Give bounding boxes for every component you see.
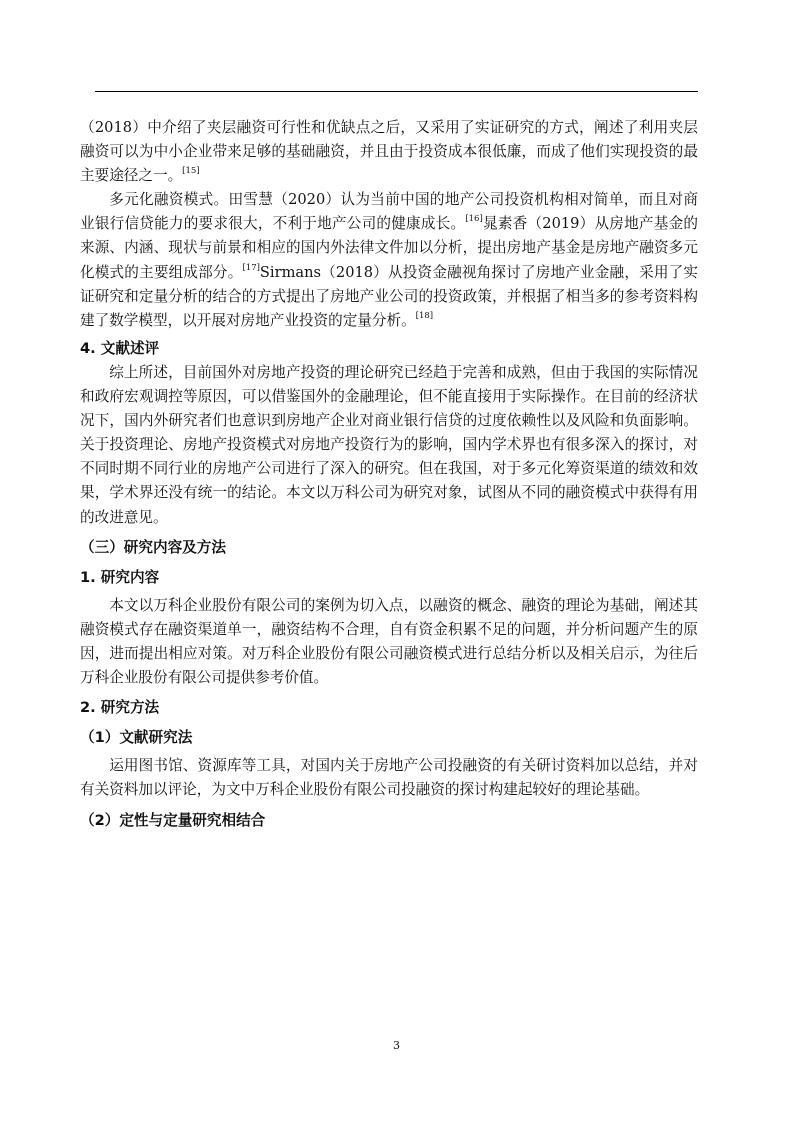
citation-ref: [17] [242,262,260,273]
heading-qualitative-quantitative: （2）定性与定量研究相结合 [80,811,266,829]
page-number: 3 [393,1039,400,1052]
paragraph-text: 多元化融资模式。田雪慧（2020）认为当前中国的地产公司投资机构相对简单，而且对商业银行信贷能力的要求很大，不利于地产公司的健康成长。 [80,191,698,233]
paragraph-text: Sirmans（2018）从投资金融视角探讨了房地产业金融，采用了实证研究和定量分析的结合的方式提出了房地产业公司的投资政策，并根据了相当多的参考资料构建了数学模型，以开展对房地产业投资的定量分析。 [80,263,698,329]
heading-literature-review: 4. 文献述评 [80,339,160,357]
paragraph-diversified-financing [80,188,698,333]
paragraph-text: （2018）中介绍了夹层融资可行性和优缺点之后，又采用了实证研究的方式，阐述了利用夹层融资可以为中小企业带来足够的基础融资，并且由于投资成本很低廉，而成了他们实现投资的最主要途径之一。 [80,119,698,185]
citation-ref: [18] [415,310,434,321]
paragraph-text: 晁素香（2019）从房地产基金的来源、内涵、现状与前景和相应的国内外法律文件加以分析，提出房地产基金是房地产融资多元化模式的主要组成部分。 [80,215,698,281]
heading-section-three: （三）研究内容及方法 [80,538,226,556]
paragraph-review: 综上所述，目前国外对房地产投资的理论研究已经趋于完善和成熟，但由于我国的实际情况和政府宏观调控等原因，可以借鉴国外的金融理论，但不能直接用于实际操作。在目前的经济状况下，国内外研究者们也意识到房地产企业对商业银行信贷的过度依赖性以及风险和负面影响。关于投资理论、房地产投资模式对房地产投资行为的影响，国内学术界也有很多深入的探讨，对不同时期不同行业的房地产公司进行了深入的研究。但在我国，对于多元化筹资渠道的绩效和效果，学术界还没有统一的结论。本文以万科公司为研究对象，试图从不同的融资模式中获得有用的改进意见。 [80,363,698,526]
heading-research-content: 1. 研究内容 [80,568,160,586]
citation-ref: [16] [465,214,483,225]
document-body [80,116,698,833]
heading-research-methods: 2. 研究方法 [80,699,160,717]
heading-literature-method: （1）文献研究法 [80,729,193,747]
paragraph-literature-method: 运用图书馆、资源库等工具，对国内关于房地产公司投融资的有关研讨资料加以总结，并对有关资料加以评论，为文中万科企业股份有限公司投融资的探讨构建起较好的理论基础。 [80,757,698,799]
citation-ref: [15] [182,166,200,177]
paragraph-continuation [80,116,698,188]
paragraph-research-content: 本文以万科企业股份有限公司的案例为切入点，以融资的概念、融资的理论为基础，阐述其融资模式存在融资渠道单一，融资结构不合理，自有资金积累不足的问题，并分析问题产生的原因，进而提出相应对策。对万科企业股份有限公司融资模式进行总结分析以及相关启示，为往后万科企业股份有限公司提供参考价值。 [80,596,698,687]
header-rule [95,91,698,92]
